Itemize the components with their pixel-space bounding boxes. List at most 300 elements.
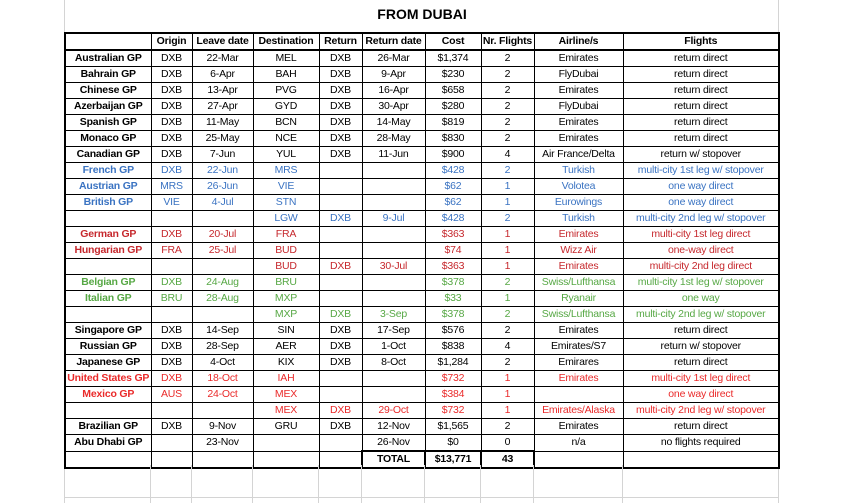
table-row [65,307,779,323]
empty-cell[interactable] [192,451,253,468]
cell-nr-flights[interactable]: 1 [481,195,534,211]
cell-gp[interactable]: British GP [65,195,151,211]
cell-leave-date[interactable]: 7-Jun [192,147,253,163]
cell-nr-flights[interactable]: 4 [481,147,534,163]
cell-destination[interactable]: GRU [253,419,319,435]
cell-flights[interactable]: multi-city 2nd leg w/ stopover [623,211,779,227]
cell-nr-flights[interactable]: 1 [481,291,534,307]
table-row [65,179,779,195]
cell-airlines[interactable]: FlyDubai [534,67,623,83]
sheet-gridline [424,465,425,503]
cell-return-date[interactable]: 12-Nov [362,419,425,435]
cell-nr-flights[interactable]: 2 [481,323,534,339]
table-row [65,275,779,291]
cell-nr-flights[interactable]: 2 [481,83,534,99]
cell-return[interactable] [319,371,362,387]
cell-airlines[interactable]: Emirates [534,50,623,67]
cell-cost[interactable]: $33 [425,291,481,307]
table-row [65,50,779,67]
cell-cost[interactable]: $74 [425,243,481,259]
cell-gp[interactable]: Austrian GP [65,179,151,195]
cell-return-date[interactable]: 9-Apr [362,67,425,83]
cell-cost[interactable]: $230 [425,67,481,83]
cell-airlines[interactable]: Turkish [534,211,623,227]
cell-leave-date[interactable]: 18-Oct [192,371,253,387]
total-cost[interactable]: $13,771 [425,451,481,468]
cell-destination[interactable]: STN [253,195,319,211]
cell-nr-flights[interactable]: 2 [481,131,534,147]
table-row [65,259,779,275]
cell-airlines[interactable]: Emirates [534,83,623,99]
cell-return-date[interactable]: 3-Sep [362,307,425,323]
cell-return[interactable]: DXB [319,323,362,339]
cell-gp[interactable]: German GP [65,227,151,243]
cell-destination[interactable]: LGW [253,211,319,227]
cell-return[interactable]: DXB [319,355,362,371]
cell-airlines[interactable]: n/a [534,435,623,452]
cell-return[interactable] [319,195,362,211]
cell-return-date[interactable] [362,227,425,243]
cell-gp[interactable]: Japanese GP [65,355,151,371]
cell-flights[interactable]: one way [623,291,779,307]
cell-return-date[interactable]: 30-Apr [362,99,425,115]
table-row [65,99,779,115]
cell-origin[interactable]: DXB [151,275,192,291]
cell-leave-date[interactable] [192,307,253,323]
cell-flights[interactable]: multi-city 2nd leg w/ stopover [623,403,779,419]
cell-flights[interactable]: one way direct [623,179,779,195]
cell-nr-flights[interactable]: 2 [481,115,534,131]
header-leave-date[interactable]: Leave date [192,33,253,50]
cell-return[interactable]: DXB [319,339,362,355]
table-row [65,323,779,339]
cell-airlines[interactable]: Emirates/S7 [534,339,623,355]
cell-gp[interactable]: French GP [65,163,151,179]
cell-origin[interactable] [151,435,192,452]
cell-nr-flights[interactable]: 2 [481,211,534,227]
cell-nr-flights[interactable]: 1 [481,371,534,387]
cell-destination[interactable]: VIE [253,179,319,195]
cell-origin[interactable]: DXB [151,371,192,387]
cell-nr-flights[interactable]: 2 [481,99,534,115]
cell-nr-flights[interactable]: 1 [481,243,534,259]
header-destination[interactable]: Destination [253,33,319,50]
cell-origin[interactable] [151,403,192,419]
cell-nr-flights[interactable]: 1 [481,387,534,403]
cell-leave-date[interactable]: 11-May [192,115,253,131]
cell-origin[interactable]: DXB [151,131,192,147]
cell-cost[interactable]: $658 [425,83,481,99]
cell-return-date[interactable]: 9-Jul [362,211,425,227]
cell-airlines[interactable]: Eurowings [534,195,623,211]
cell-origin[interactable]: DXB [151,50,192,67]
cell-flights[interactable]: return direct [623,50,779,67]
cell-leave-date[interactable]: 4-Jul [192,195,253,211]
cell-gp[interactable] [65,211,151,227]
cell-leave-date[interactable]: 14-Sep [192,323,253,339]
cell-flights[interactable]: multi-city 1st leg direct [623,371,779,387]
cell-return[interactable]: DXB [319,259,362,275]
flights-table [64,32,780,469]
header-return[interactable]: Return [319,33,362,50]
cell-origin[interactable]: FRA [151,243,192,259]
cell-gp[interactable]: Belgian GP [65,275,151,291]
header-origin[interactable]: Origin [151,33,192,50]
cell-flights[interactable]: one-way direct [623,243,779,259]
table-row [65,227,779,243]
cell-return-date[interactable]: 26-Mar [362,50,425,67]
header-cost[interactable]: Cost [425,33,481,50]
cell-return-date[interactable] [362,195,425,211]
empty-cell[interactable] [253,451,319,468]
cell-leave-date[interactable] [192,403,253,419]
cell-return[interactable] [319,227,362,243]
cell-airlines[interactable]: Emirates [534,227,623,243]
cell-destination[interactable]: MXP [253,307,319,323]
cell-flights[interactable]: return w/ stopover [623,147,779,163]
cell-leave-date[interactable]: 20-Jul [192,227,253,243]
cell-gp[interactable]: Canadian GP [65,147,151,163]
cell-origin[interactable] [151,259,192,275]
cell-leave-date[interactable] [192,211,253,227]
cell-gp[interactable]: Hungarian GP [65,243,151,259]
table-row [65,371,779,387]
cell-airlines[interactable]: Emirates [534,419,623,435]
header-row [65,33,779,50]
cell-return-date[interactable]: 16-Apr [362,83,425,99]
cell-flights[interactable]: return direct [623,83,779,99]
cell-origin[interactable]: DXB [151,99,192,115]
cell-origin[interactable]: DXB [151,323,192,339]
cell-cost[interactable]: $363 [425,227,481,243]
cell-return-date[interactable]: 26-Nov [362,435,425,452]
total-flights[interactable]: 43 [481,451,534,468]
cell-leave-date[interactable]: 23-Nov [192,435,253,452]
cell-airlines[interactable]: Swiss/Lufthansa [534,275,623,291]
table-row [65,115,779,131]
cell-return[interactable] [319,243,362,259]
cell-gp[interactable] [65,403,151,419]
cell-flights[interactable]: multi-city 1st leg w/ stopover [623,163,779,179]
cell-nr-flights[interactable]: 1 [481,227,534,243]
cell-return[interactable] [319,387,362,403]
header-gp[interactable] [65,33,151,50]
cell-leave-date[interactable]: 27-Apr [192,99,253,115]
cell-gp[interactable]: Azerbaijan GP [65,99,151,115]
cell-cost[interactable]: $280 [425,99,481,115]
cell-destination[interactable]: MRS [253,163,319,179]
cell-nr-flights[interactable]: 1 [481,403,534,419]
cell-return-date[interactable]: 1-Oct [362,339,425,355]
cell-return[interactable]: DXB [319,403,362,419]
cell-return-date[interactable]: 30-Jul [362,259,425,275]
cell-airlines[interactable]: Emirates [534,131,623,147]
cell-return[interactable] [319,435,362,452]
cell-cost[interactable]: $732 [425,371,481,387]
cell-destination[interactable]: MEX [253,387,319,403]
cell-nr-flights[interactable]: 2 [481,307,534,323]
cell-leave-date[interactable]: 24-Oct [192,387,253,403]
cell-airlines[interactable]: Ryanair [534,291,623,307]
cell-origin[interactable]: DXB [151,147,192,163]
cell-destination[interactable]: MEL [253,50,319,67]
cell-flights[interactable]: one way direct [623,387,779,403]
sheet-gridline [252,465,253,503]
cell-flights[interactable]: return direct [623,419,779,435]
cell-cost[interactable]: $378 [425,275,481,291]
cell-nr-flights[interactable]: 2 [481,163,534,179]
cell-return-date[interactable]: 17-Sep [362,323,425,339]
cell-return[interactable]: DXB [319,83,362,99]
cell-leave-date[interactable]: 22-Jun [192,163,253,179]
cell-leave-date[interactable] [192,259,253,275]
cell-return[interactable] [319,179,362,195]
cell-return-date[interactable]: 28-May [362,131,425,147]
cell-flights[interactable]: multi-city 2nd leg direct [623,259,779,275]
header-nr-flights[interactable]: Nr. Flights [481,33,534,50]
cell-return[interactable]: DXB [319,115,362,131]
cell-destination[interactable]: BUD [253,259,319,275]
cell-origin[interactable] [151,307,192,323]
cell-flights[interactable]: return direct [623,115,779,131]
cell-cost[interactable]: $819 [425,115,481,131]
cell-leave-date[interactable]: 26-Jun [192,179,253,195]
cell-nr-flights[interactable]: 2 [481,275,534,291]
cell-cost[interactable]: $384 [425,387,481,403]
cell-return-date[interactable] [362,387,425,403]
cell-origin[interactable]: DXB [151,115,192,131]
table-row [65,83,779,99]
cell-cost[interactable]: $62 [425,179,481,195]
cell-leave-date[interactable]: 24-Aug [192,275,253,291]
cell-destination[interactable]: BUD [253,243,319,259]
cell-destination[interactable]: MXP [253,291,319,307]
cell-destination[interactable]: MEX [253,403,319,419]
cell-gp[interactable]: Brazilian GP [65,419,151,435]
cell-airlines[interactable]: Emirates/Alaska [534,403,623,419]
cell-flights[interactable]: return direct [623,67,779,83]
cell-return[interactable]: DXB [319,419,362,435]
sheet-gridline [533,465,534,503]
cell-flights[interactable]: return direct [623,323,779,339]
cell-return[interactable]: DXB [319,50,362,67]
cell-destination[interactable]: PVG [253,83,319,99]
total-label[interactable]: TOTAL [362,451,425,468]
cell-flights[interactable]: multi-city 2nd leg w/ stopover [623,307,779,323]
cell-flights[interactable]: multi-city 1st leg w/ stopover [623,275,779,291]
cell-return-date[interactable]: 14-May [362,115,425,131]
cell-leave-date[interactable]: 25-Jul [192,243,253,259]
cell-gp[interactable] [65,259,151,275]
cell-airlines[interactable]: Volotea [534,179,623,195]
cell-gp[interactable]: Bahrain GP [65,67,151,83]
cell-origin[interactable]: AUS [151,387,192,403]
cell-cost[interactable]: $830 [425,131,481,147]
cell-origin[interactable]: MRS [151,179,192,195]
cell-return-date[interactable]: 29-Oct [362,403,425,419]
cell-origin[interactable]: DXB [151,163,192,179]
cell-leave-date[interactable]: 13-Apr [192,83,253,99]
cell-return[interactable]: DXB [319,147,362,163]
cell-airlines[interactable]: Air France/Delta [534,147,623,163]
cell-gp[interactable]: Singapore GP [65,323,151,339]
cell-return[interactable]: DXB [319,67,362,83]
cell-return[interactable]: DXB [319,307,362,323]
cell-cost[interactable]: $363 [425,259,481,275]
cell-gp[interactable]: Russian GP [65,339,151,355]
cell-flights[interactable]: return direct [623,131,779,147]
cell-origin[interactable]: DXB [151,67,192,83]
header-return-date[interactable]: Return date [362,33,425,50]
cell-return-date[interactable]: 8-Oct [362,355,425,371]
cell-airlines[interactable]: Emirates [534,115,623,131]
cell-origin[interactable]: DXB [151,355,192,371]
header-flights[interactable]: Flights [623,33,779,50]
cell-gp[interactable]: Monaco GP [65,131,151,147]
cell-nr-flights[interactable]: 1 [481,259,534,275]
cell-destination[interactable]: NCE [253,131,319,147]
table-row [65,163,779,179]
table-row [65,243,779,259]
cell-destination[interactable]: KIX [253,355,319,371]
cell-flights[interactable]: return w/ stopover [623,339,779,355]
cell-airlines[interactable]: Swiss/Lufthansa [534,307,623,323]
cell-nr-flights[interactable]: 2 [481,355,534,371]
cell-airlines[interactable]: Turkish [534,163,623,179]
empty-cell[interactable] [65,451,151,468]
cell-gp[interactable] [65,307,151,323]
cell-return-date[interactable] [362,371,425,387]
cell-leave-date[interactable]: 9-Nov [192,419,253,435]
cell-cost[interactable]: $0 [425,435,481,452]
cell-gp[interactable]: Spanish GP [65,115,151,131]
cell-return-date[interactable] [362,163,425,179]
cell-destination[interactable]: GYD [253,99,319,115]
cell-origin[interactable]: DXB [151,83,192,99]
cell-gp[interactable]: United States GP [65,371,151,387]
cell-nr-flights[interactable]: 0 [481,435,534,452]
sheet-gridline [622,465,623,503]
cell-destination[interactable]: AER [253,339,319,355]
cell-nr-flights[interactable]: 2 [481,50,534,67]
cell-airlines[interactable]: Wizz Air [534,243,623,259]
table-row [65,339,779,355]
cell-nr-flights[interactable]: 4 [481,339,534,355]
cell-destination[interactable]: YUL [253,147,319,163]
table-row [65,387,779,403]
cell-cost[interactable]: $1,374 [425,50,481,67]
cell-airlines[interactable]: FlyDubai [534,99,623,115]
cell-leave-date[interactable]: 28-Aug [192,291,253,307]
cell-nr-flights[interactable]: 1 [481,179,534,195]
cell-gp[interactable]: Chinese GP [65,83,151,99]
cell-airlines[interactable]: Emirates [534,259,623,275]
table-row [65,291,779,307]
cell-flights[interactable]: one way direct [623,195,779,211]
cell-flights[interactable]: return direct [623,355,779,371]
table-row [65,147,779,163]
cell-origin[interactable]: DXB [151,227,192,243]
cell-return-date[interactable]: 11-Jun [362,147,425,163]
cell-cost[interactable]: $378 [425,307,481,323]
cell-destination[interactable] [253,435,319,452]
table-row [65,195,779,211]
cell-destination[interactable]: SIN [253,323,319,339]
cell-cost[interactable]: $838 [425,339,481,355]
cell-cost[interactable]: $900 [425,147,481,163]
cell-origin[interactable]: BRU [151,291,192,307]
cell-origin[interactable]: DXB [151,339,192,355]
cell-airlines[interactable] [534,387,623,403]
cell-leave-date[interactable]: 22-Mar [192,50,253,67]
cell-return[interactable] [319,163,362,179]
cell-cost[interactable]: $576 [425,323,481,339]
cell-gp[interactable]: Australian GP [65,50,151,67]
table-row [65,131,779,147]
cell-airlines[interactable]: Emirates [534,323,623,339]
cell-cost[interactable]: $62 [425,195,481,211]
cell-destination[interactable]: IAH [253,371,319,387]
cell-return-date[interactable] [362,291,425,307]
cell-origin[interactable]: VIE [151,195,192,211]
cell-return[interactable] [319,291,362,307]
cell-leave-date[interactable]: 4-Oct [192,355,253,371]
total-row [65,451,779,468]
cell-gp[interactable]: Abu Dhabi GP [65,435,151,452]
cell-origin[interactable]: DXB [151,419,192,435]
cell-return[interactable]: DXB [319,211,362,227]
cell-destination[interactable]: FRA [253,227,319,243]
cell-cost[interactable]: $1,565 [425,419,481,435]
cell-flights[interactable]: no flights required [623,435,779,452]
header-airlines[interactable]: Airline/s [534,33,623,50]
cell-cost[interactable]: $428 [425,211,481,227]
empty-cell[interactable] [151,451,192,468]
cell-return-date[interactable] [362,179,425,195]
cell-origin[interactable] [151,211,192,227]
cell-leave-date[interactable]: 28-Sep [192,339,253,355]
cell-flights[interactable]: multi-city 1st leg direct [623,227,779,243]
empty-cell[interactable] [319,451,362,468]
cell-nr-flights[interactable]: 2 [481,67,534,83]
cell-leave-date[interactable]: 25-May [192,131,253,147]
cell-airlines[interactable]: Emirates [534,371,623,387]
cell-airlines[interactable]: Emirares [534,355,623,371]
sheet-gridline [150,465,151,503]
cell-leave-date[interactable]: 6-Apr [192,67,253,83]
cell-gp[interactable]: Mexico GP [65,387,151,403]
cell-return[interactable]: DXB [319,99,362,115]
table-row [65,403,779,419]
cell-return[interactable] [319,275,362,291]
cell-cost[interactable]: $732 [425,403,481,419]
cell-return[interactable]: DXB [319,131,362,147]
cell-destination[interactable]: BRU [253,275,319,291]
cell-gp[interactable]: Italian GP [65,291,151,307]
cell-nr-flights[interactable]: 2 [481,419,534,435]
table-row [65,211,779,227]
table-row [65,67,779,83]
cell-flights[interactable]: return direct [623,99,779,115]
cell-destination[interactable]: BCN [253,115,319,131]
cell-return-date[interactable] [362,275,425,291]
empty-cell[interactable] [534,451,623,468]
cell-destination[interactable]: BAH [253,67,319,83]
cell-cost[interactable]: $1,284 [425,355,481,371]
empty-cell[interactable] [623,451,779,468]
cell-return-date[interactable] [362,243,425,259]
cell-cost[interactable]: $428 [425,163,481,179]
